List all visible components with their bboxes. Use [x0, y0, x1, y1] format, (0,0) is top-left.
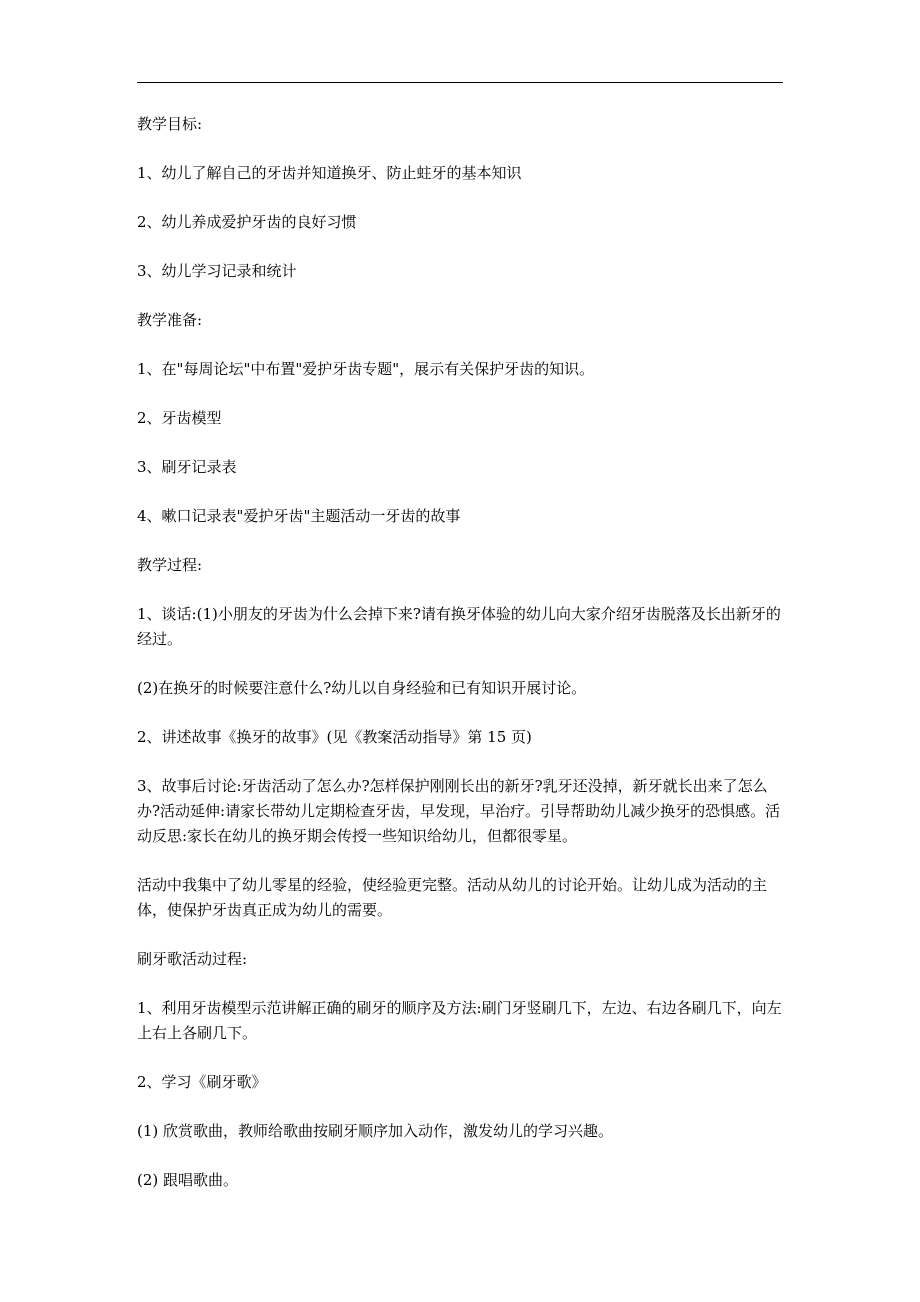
goal-item-2: 2、幼儿养成爱护牙齿的良好习惯 [137, 213, 357, 231]
song-step-2-sub-2: (2) 跟唱歌曲。 [137, 1171, 239, 1189]
goal-item-1: 1、幼儿了解自己的牙齿并知道换牙、防止蛀牙的基本知识 [137, 164, 522, 182]
process-item-1: 1、谈话:(1)小朋友的牙齿为什么会掉下来?请有换牙体验的幼儿向大家介绍牙齿脱落及长出新牙的经过。 [137, 605, 781, 648]
song-step-2: 2、学习《刷牙歌》 [137, 1073, 267, 1091]
section-heading-song-process: 刷牙歌活动过程: [137, 950, 248, 968]
goal-item-3: 3、幼儿学习记录和统计 [137, 262, 297, 280]
song-step-1: 1、利用牙齿模型示范讲解正确的刷牙的顺序及方法:刷门牙竖刷几下，左边、右边各刷几下，向左上右上各刷几下。 [137, 999, 782, 1042]
preparation-item-3: 3、刷牙记录表 [137, 458, 237, 476]
header-rule [137, 82, 783, 83]
section-heading-goals: 教学目标: [137, 115, 203, 133]
preparation-item-4: 4、嗽口记录表"爱护牙齿"主题活动一牙齿的故事 [137, 507, 461, 525]
process-item-2: 2、讲述故事《换牙的故事》(见《教案活动指导》第 15 页) [137, 728, 532, 746]
preparation-item-2: 2、牙齿模型 [137, 409, 222, 427]
document-body [137, 112, 787, 1193]
song-step-2-sub-1: (1) 欣赏歌曲，教师给歌曲按刷牙顺序加入动作，激发幼儿的学习兴趣。 [137, 1122, 614, 1140]
process-item-1-sub-2: (2)在换牙的时候要注意什么?幼儿以自身经验和已有知识开展讨论。 [137, 679, 587, 697]
section-heading-preparation: 教学准备: [137, 311, 203, 329]
reflection-paragraph: 活动中我集中了幼儿零星的经验，使经验更完整。活动从幼儿的讨论开始。让幼儿成为活动的主体，使保护牙齿真正成为幼儿的需要。 [137, 876, 768, 919]
process-item-3: 3、故事后讨论:牙齿活动了怎么办?怎样保护刚刚长出的新牙?乳牙还没掉，新牙就长出来了怎么办?活动延伸:请家长带幼儿定期检查牙齿，早发现，早治疗。引导帮助幼儿减少换牙的恐惧感。活动反思:家长在幼儿的换牙期会传授一些知识给幼儿，但都很零星。 [137, 777, 781, 845]
section-heading-process: 教学过程: [137, 556, 203, 574]
preparation-item-1: 1、在"每周论坛"中布置"爱护牙齿专题"，展示有关保护牙齿的知识。 [137, 360, 595, 378]
